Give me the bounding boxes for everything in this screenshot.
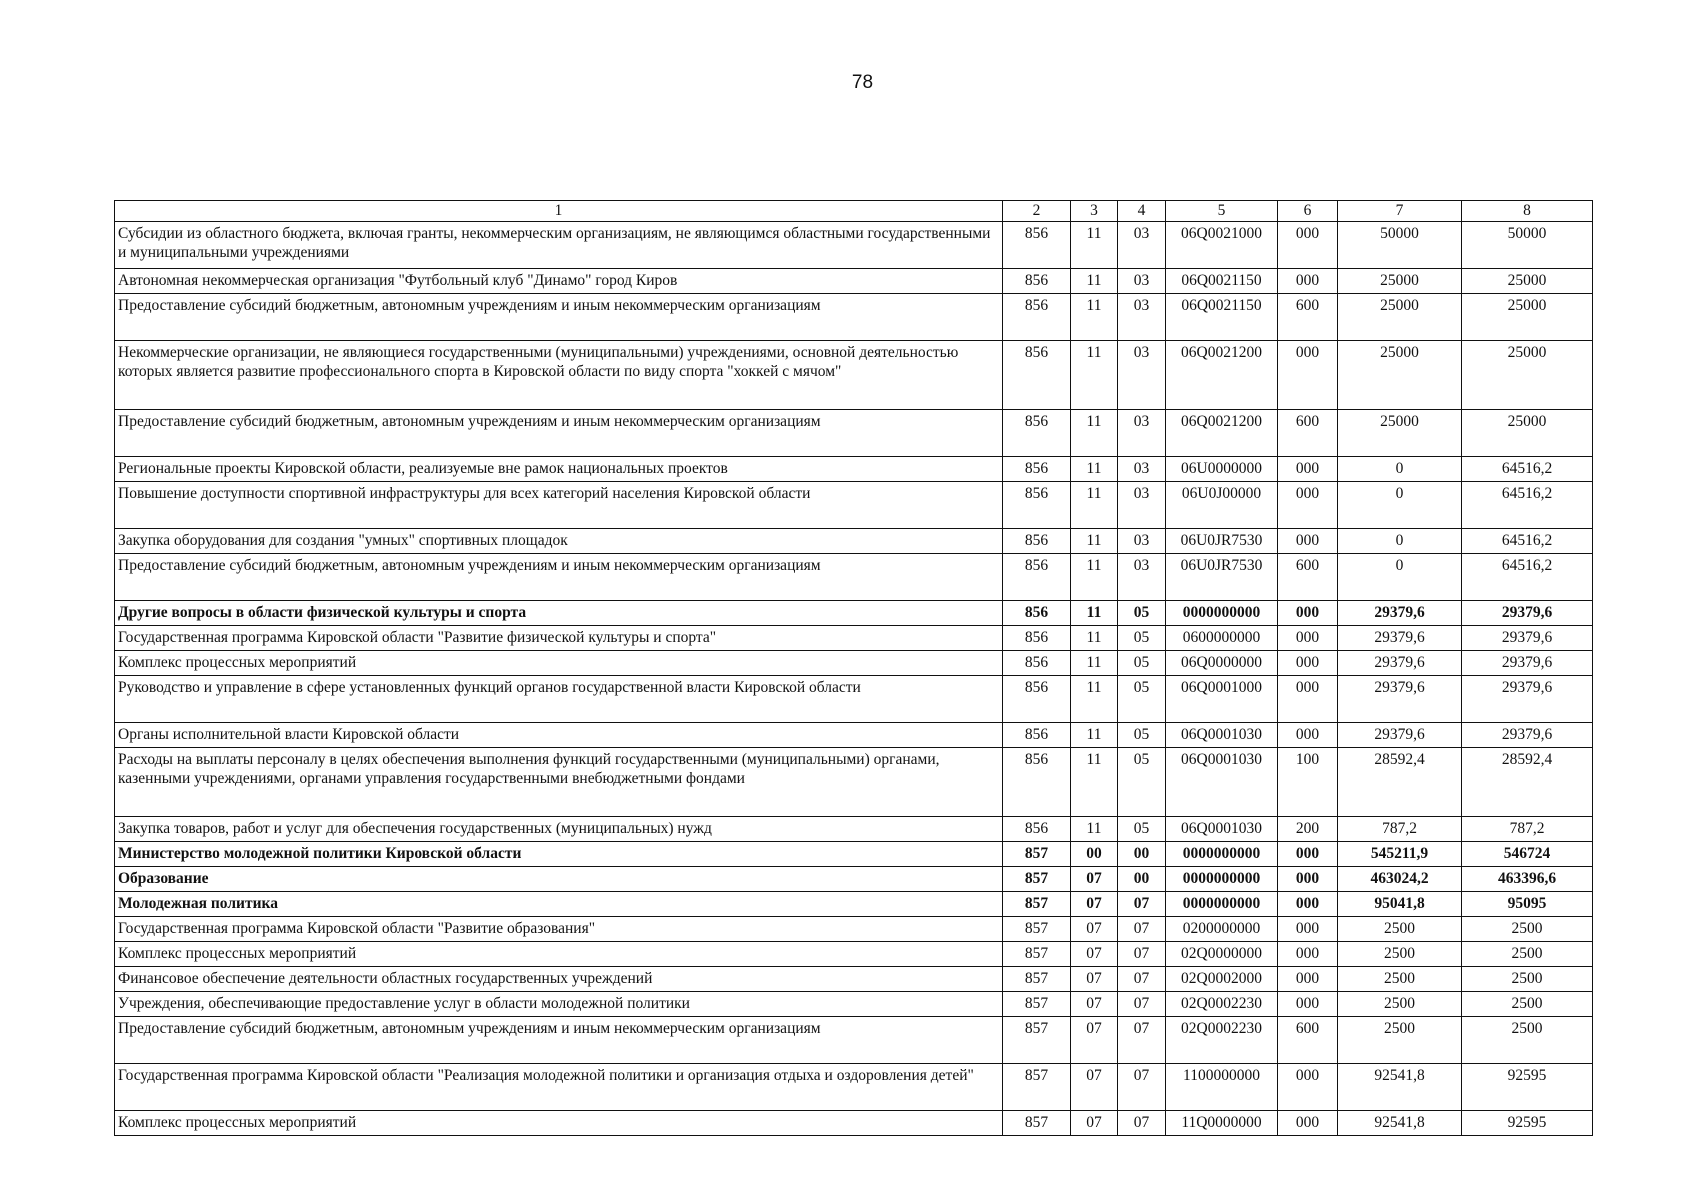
cell-c2: 856 [1003,294,1071,341]
cell-c7: 29379,6 [1338,676,1462,723]
cell-c4: 07 [1118,892,1166,917]
cell-c6: 000 [1278,457,1338,482]
cell-c8: 64516,2 [1462,529,1593,554]
cell-c6: 600 [1278,410,1338,457]
cell-c3: 11 [1071,554,1118,601]
row-name-cell: Министерство молодежной политики Кировской области [115,842,1003,867]
cell-c6: 000 [1278,269,1338,294]
row-name-cell: Образование [115,867,1003,892]
cell-c4: 03 [1118,482,1166,529]
cell-c6: 000 [1278,1111,1338,1136]
cell-c4: 03 [1118,410,1166,457]
table-row [115,917,1593,942]
cell-c7: 2500 [1338,992,1462,1017]
table-row [115,867,1593,892]
cell-c3: 11 [1071,817,1118,842]
cell-c8: 50000 [1462,222,1593,269]
cell-c8: 29379,6 [1462,626,1593,651]
row-name-cell: Некоммерческие организации, не являющиеся государственными (муниципальными) учреждениями, основной деятельностью которых является развитие профессионального спорта в Кировской области по виду спорта "хоккей с мячом" [115,341,1003,410]
cell-c8: 29379,6 [1462,651,1593,676]
table-row [115,842,1593,867]
column-header: 4 [1118,201,1166,222]
row-name-cell: Расходы на выплаты персоналу в целях обеспечения выполнения функций государственными (муниципальными) органами, казенными учреждениями, органами управления государственными внебюджетными фондами [115,748,1003,817]
cell-c2: 856 [1003,554,1071,601]
cell-c5: 06U0000000 [1166,457,1278,482]
cell-c7: 50000 [1338,222,1462,269]
cell-c4: 07 [1118,1017,1166,1064]
cell-c8: 787,2 [1462,817,1593,842]
cell-c8: 64516,2 [1462,482,1593,529]
cell-c7: 787,2 [1338,817,1462,842]
column-header: 6 [1278,201,1338,222]
cell-c8: 29379,6 [1462,601,1593,626]
cell-c5: 06U0J00000 [1166,482,1278,529]
cell-c6: 000 [1278,967,1338,992]
row-name-cell: Органы исполнительной власти Кировской области [115,723,1003,748]
column-header: 2 [1003,201,1071,222]
cell-c4: 05 [1118,748,1166,817]
cell-c7: 25000 [1338,294,1462,341]
cell-c6: 200 [1278,817,1338,842]
table-row [115,269,1593,294]
cell-c5: 0000000000 [1166,601,1278,626]
cell-c3: 07 [1071,867,1118,892]
cell-c3: 11 [1071,651,1118,676]
cell-c4: 03 [1118,341,1166,410]
table-body [115,222,1593,1136]
cell-c3: 11 [1071,676,1118,723]
row-name-cell: Учреждения, обеспечивающие предоставление услуг в области молодежной политики [115,992,1003,1017]
cell-c4: 03 [1118,222,1166,269]
cell-c4: 00 [1118,842,1166,867]
cell-c8: 29379,6 [1462,676,1593,723]
cell-c6: 000 [1278,723,1338,748]
cell-c2: 856 [1003,222,1071,269]
cell-c2: 857 [1003,842,1071,867]
table-row [115,626,1593,651]
cell-c2: 857 [1003,917,1071,942]
header-row [115,201,1593,222]
cell-c5: 02Q0002230 [1166,1017,1278,1064]
cell-c8: 25000 [1462,269,1593,294]
cell-c7: 2500 [1338,1017,1462,1064]
cell-c7: 463024,2 [1338,867,1462,892]
cell-c2: 857 [1003,1111,1071,1136]
table-row [115,529,1593,554]
row-name-cell: Молодежная политика [115,892,1003,917]
row-name-cell: Руководство и управление в сфере установленных функций органов государственной власти Кировской области [115,676,1003,723]
cell-c6: 000 [1278,676,1338,723]
cell-c8: 92595 [1462,1064,1593,1111]
cell-c2: 857 [1003,967,1071,992]
cell-c7: 545211,9 [1338,842,1462,867]
column-header: 1 [115,201,1003,222]
cell-c3: 11 [1071,457,1118,482]
row-name-cell: Повышение доступности спортивной инфраструктуры для всех категорий населения Кировской области [115,482,1003,529]
cell-c3: 07 [1071,892,1118,917]
cell-c4: 07 [1118,1111,1166,1136]
cell-c4: 03 [1118,554,1166,601]
row-name-cell: Другие вопросы в области физической культуры и спорта [115,601,1003,626]
cell-c2: 856 [1003,457,1071,482]
cell-c5: 06Q0021200 [1166,410,1278,457]
cell-c2: 856 [1003,601,1071,626]
cell-c2: 857 [1003,867,1071,892]
cell-c8: 463396,6 [1462,867,1593,892]
cell-c6: 000 [1278,867,1338,892]
cell-c2: 857 [1003,1017,1071,1064]
cell-c3: 07 [1071,1111,1118,1136]
table-row [115,992,1593,1017]
cell-c8: 64516,2 [1462,554,1593,601]
cell-c2: 857 [1003,992,1071,1017]
page-number: 78 [851,72,874,93]
cell-c7: 29379,6 [1338,723,1462,748]
table-row [115,554,1593,601]
cell-c6: 600 [1278,554,1338,601]
cell-c2: 856 [1003,817,1071,842]
row-name-cell: Предоставление субсидий бюджетным, автономным учреждениям и иным некоммерческим организациям [115,554,1003,601]
row-name-cell: Закупка оборудования для создания "умных" спортивных площадок [115,529,1003,554]
cell-c5: 02Q0000000 [1166,942,1278,967]
row-name-cell: Предоставление субсидий бюджетным, автономным учреждениям и иным некоммерческим организациям [115,410,1003,457]
cell-c8: 92595 [1462,1111,1593,1136]
cell-c4: 03 [1118,457,1166,482]
cell-c3: 07 [1071,1017,1118,1064]
cell-c3: 11 [1071,748,1118,817]
cell-c4: 07 [1118,942,1166,967]
cell-c5: 0000000000 [1166,867,1278,892]
cell-c7: 0 [1338,554,1462,601]
table-row [115,341,1593,410]
column-header: 7 [1338,201,1462,222]
cell-c6: 000 [1278,222,1338,269]
cell-c4: 07 [1118,1064,1166,1111]
cell-c5: 06Q0021150 [1166,294,1278,341]
cell-c4: 07 [1118,967,1166,992]
row-name-cell: Финансовое обеспечение деятельности областных государственных учреждений [115,967,1003,992]
cell-c8: 2500 [1462,917,1593,942]
cell-c7: 28592,4 [1338,748,1462,817]
cell-c5: 02Q0002000 [1166,967,1278,992]
cell-c3: 11 [1071,222,1118,269]
cell-c5: 06Q0021200 [1166,341,1278,410]
cell-c3: 11 [1071,410,1118,457]
cell-c3: 00 [1071,842,1118,867]
cell-c5: 06Q0021000 [1166,222,1278,269]
cell-c8: 29379,6 [1462,723,1593,748]
cell-c8: 25000 [1462,341,1593,410]
cell-c7: 25000 [1338,341,1462,410]
cell-c4: 05 [1118,651,1166,676]
row-name-cell: Государственная программа Кировской области "Развитие физической культуры и спорта" [115,626,1003,651]
cell-c3: 07 [1071,942,1118,967]
cell-c7: 29379,6 [1338,651,1462,676]
cell-c7: 92541,8 [1338,1064,1462,1111]
cell-c7: 2500 [1338,917,1462,942]
cell-c6: 000 [1278,942,1338,967]
cell-c6: 000 [1278,992,1338,1017]
cell-c4: 07 [1118,992,1166,1017]
cell-c7: 0 [1338,482,1462,529]
cell-c4: 00 [1118,867,1166,892]
cell-c3: 07 [1071,992,1118,1017]
row-name-cell: Субсидии из областного бюджета, включая гранты, некоммерческим организациям, не являющимся областными государственными и муниципальными учреждениями [115,222,1003,269]
cell-c4: 05 [1118,676,1166,723]
cell-c7: 92541,8 [1338,1111,1462,1136]
row-name-cell: Комплекс процессных мероприятий [115,1111,1003,1136]
table-row [115,892,1593,917]
table-row [115,817,1593,842]
table-row [115,410,1593,457]
cell-c3: 11 [1071,723,1118,748]
cell-c3: 07 [1071,1064,1118,1111]
row-name-cell: Предоставление субсидий бюджетным, автономным учреждениям и иным некоммерческим организациям [115,1017,1003,1064]
cell-c5: 1100000000 [1166,1064,1278,1111]
cell-c7: 29379,6 [1338,626,1462,651]
cell-c6: 100 [1278,748,1338,817]
cell-c5: 06Q0001030 [1166,723,1278,748]
row-name-cell: Государственная программа Кировской области "Реализация молодежной политики и организация отдыха и оздоровления детей" [115,1064,1003,1111]
cell-c7: 2500 [1338,942,1462,967]
table-row [115,651,1593,676]
cell-c8: 64516,2 [1462,457,1593,482]
table-row [115,1111,1593,1136]
cell-c2: 856 [1003,676,1071,723]
cell-c4: 03 [1118,529,1166,554]
cell-c2: 857 [1003,942,1071,967]
cell-c7: 25000 [1338,410,1462,457]
cell-c6: 000 [1278,601,1338,626]
table-row [115,676,1593,723]
cell-c6: 000 [1278,529,1338,554]
table-row [115,601,1593,626]
row-name-cell: Комплекс процессных мероприятий [115,651,1003,676]
cell-c7: 0 [1338,457,1462,482]
cell-c6: 000 [1278,842,1338,867]
row-name-cell: Предоставление субсидий бюджетным, автономным учреждениям и иным некоммерческим организациям [115,294,1003,341]
cell-c6: 000 [1278,892,1338,917]
cell-c5: 06Q0001000 [1166,676,1278,723]
budget-table [114,200,1593,1136]
cell-c4: 05 [1118,601,1166,626]
table-row [115,967,1593,992]
cell-c6: 000 [1278,626,1338,651]
cell-c2: 856 [1003,341,1071,410]
cell-c2: 856 [1003,482,1071,529]
cell-c2: 856 [1003,723,1071,748]
cell-c3: 07 [1071,967,1118,992]
cell-c2: 857 [1003,1064,1071,1111]
cell-c5: 06Q0000000 [1166,651,1278,676]
cell-c7: 25000 [1338,269,1462,294]
cell-c5: 06Q0001030 [1166,748,1278,817]
cell-c5: 06U0JR7530 [1166,529,1278,554]
row-name-cell: Комплекс процессных мероприятий [115,942,1003,967]
table-row [115,482,1593,529]
cell-c6: 000 [1278,341,1338,410]
cell-c3: 11 [1071,482,1118,529]
table-row [115,1064,1593,1111]
cell-c4: 07 [1118,917,1166,942]
cell-c8: 2500 [1462,1017,1593,1064]
table-row [115,1017,1593,1064]
cell-c3: 11 [1071,626,1118,651]
cell-c3: 11 [1071,269,1118,294]
cell-c4: 03 [1118,269,1166,294]
cell-c8: 28592,4 [1462,748,1593,817]
row-name-cell: Закупка товаров, работ и услуг для обеспечения государственных (муниципальных) нужд [115,817,1003,842]
cell-c7: 0 [1338,529,1462,554]
cell-c2: 857 [1003,892,1071,917]
cell-c2: 856 [1003,410,1071,457]
cell-c5: 06Q0021150 [1166,269,1278,294]
table-row [115,942,1593,967]
cell-c7: 29379,6 [1338,601,1462,626]
cell-c6: 600 [1278,1017,1338,1064]
cell-c5: 06U0JR7530 [1166,554,1278,601]
cell-c7: 2500 [1338,967,1462,992]
cell-c4: 05 [1118,723,1166,748]
cell-c3: 11 [1071,529,1118,554]
cell-c2: 856 [1003,651,1071,676]
cell-c8: 2500 [1462,967,1593,992]
cell-c5: 06Q0001030 [1166,817,1278,842]
table-row [115,222,1593,269]
cell-c5: 11Q0000000 [1166,1111,1278,1136]
cell-c8: 95095 [1462,892,1593,917]
cell-c3: 11 [1071,341,1118,410]
cell-c3: 07 [1071,917,1118,942]
cell-c3: 11 [1071,294,1118,341]
cell-c8: 25000 [1462,410,1593,457]
cell-c8: 546724 [1462,842,1593,867]
cell-c6: 000 [1278,482,1338,529]
cell-c4: 03 [1118,294,1166,341]
column-header: 5 [1166,201,1278,222]
cell-c8: 25000 [1462,294,1593,341]
cell-c3: 11 [1071,601,1118,626]
row-name-cell: Автономная некоммерческая организация "Футбольный клуб "Динамо" город Киров [115,269,1003,294]
cell-c6: 000 [1278,917,1338,942]
cell-c5: 0200000000 [1166,917,1278,942]
cell-c2: 856 [1003,748,1071,817]
table-row [115,723,1593,748]
cell-c8: 2500 [1462,942,1593,967]
row-name-cell: Государственная программа Кировской области "Развитие образования" [115,917,1003,942]
cell-c5: 0000000000 [1166,842,1278,867]
cell-c6: 600 [1278,294,1338,341]
cell-c2: 856 [1003,269,1071,294]
cell-c5: 02Q0002230 [1166,992,1278,1017]
cell-c2: 856 [1003,626,1071,651]
cell-c4: 05 [1118,817,1166,842]
cell-c4: 05 [1118,626,1166,651]
cell-c2: 856 [1003,529,1071,554]
table-row [115,457,1593,482]
table-row [115,294,1593,341]
cell-c8: 2500 [1462,992,1593,1017]
row-name-cell: Региональные проекты Кировской области, реализуемые вне рамок национальных проектов [115,457,1003,482]
cell-c5: 0000000000 [1166,892,1278,917]
cell-c7: 95041,8 [1338,892,1462,917]
cell-c5: 0600000000 [1166,626,1278,651]
column-header: 8 [1462,201,1593,222]
cell-c6: 000 [1278,651,1338,676]
column-header: 3 [1071,201,1118,222]
cell-c6: 000 [1278,1064,1338,1111]
table-row [115,748,1593,817]
